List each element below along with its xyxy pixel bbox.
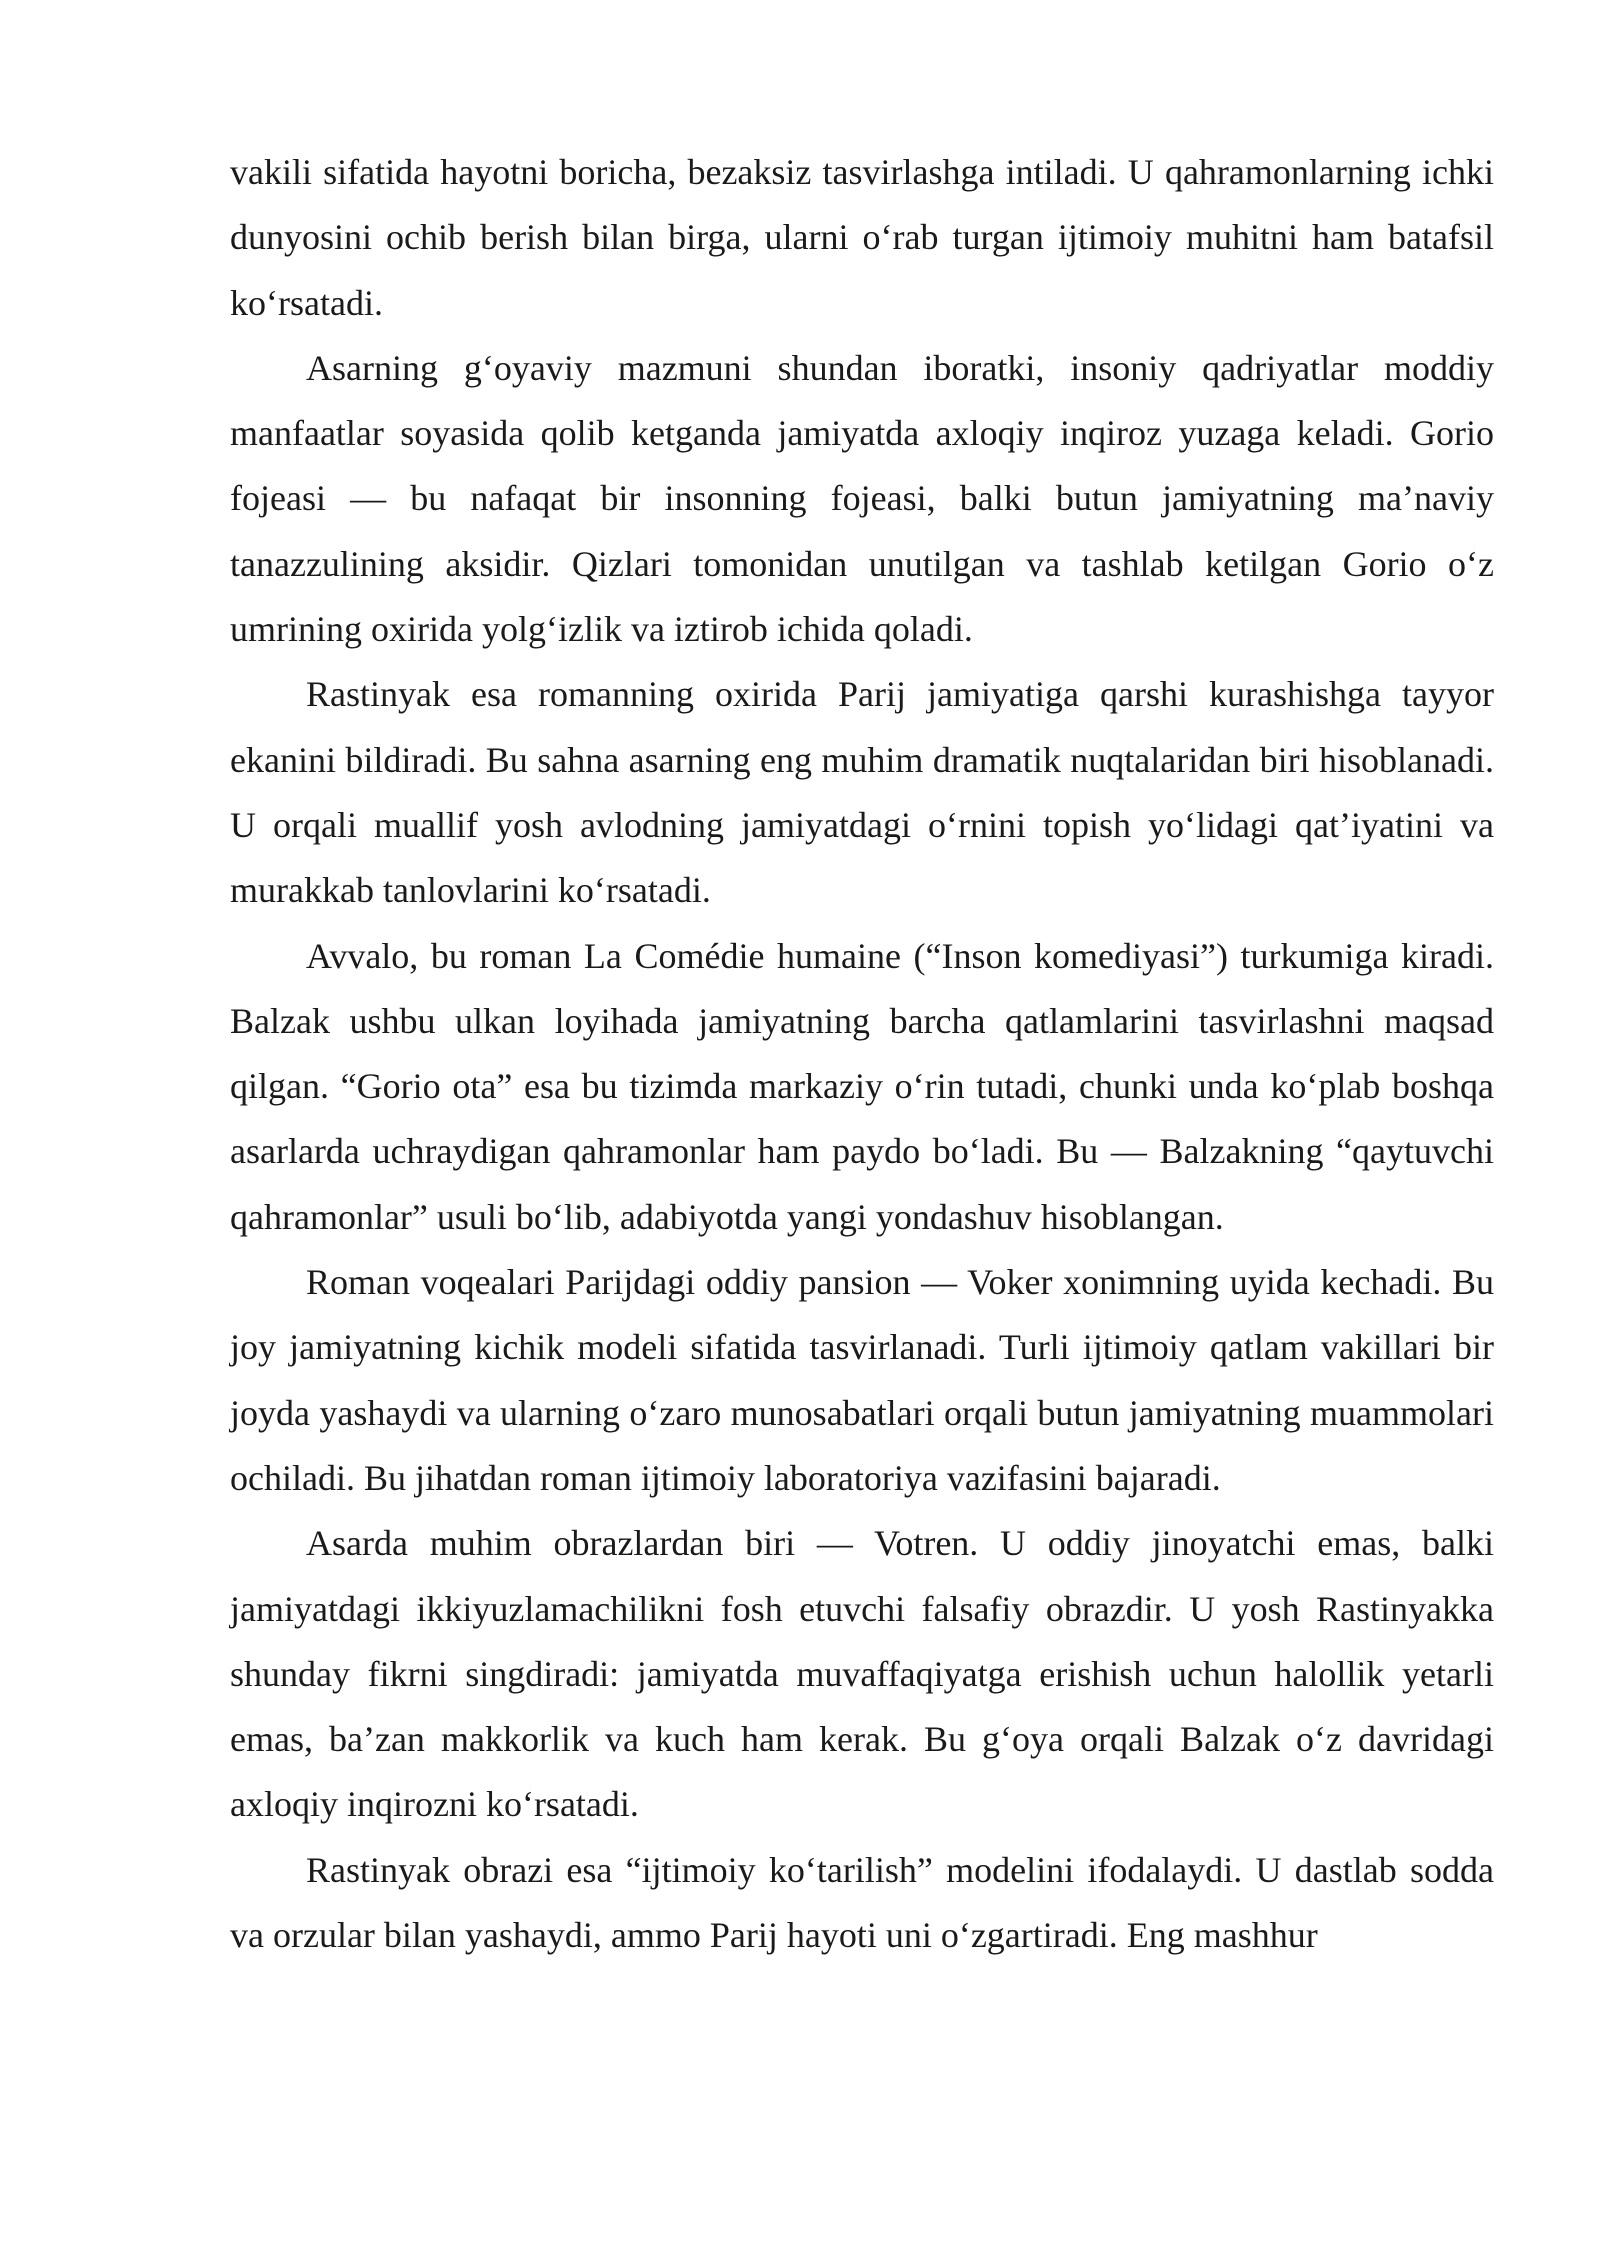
paragraph-comedie-humaine: Avvalo, bu roman La Comédie humaine (“Inson komediyasi”) turkumiga kiradi. Balzak ushbu ulkan loyihada jamiyatning barcha qatlamlarini tasvirlashni maqsad qilgan. “Gorio ota” esa bu tizimda markaziy o‘rin tutadi, chunki unda ko‘plab boshqa asarlarda uchraydigan qahramonlar ham paydo bo‘ladi. Bu — Balzakning “qaytuvchi qahramonlar” usuli bo‘lib, adabiyotda yangi yondashuv hisoblangan. [230,935,1494,1237]
paragraph-vautrin: Asarda muhim obrazlardan biri — Votren. U oddiy jinoyatchi emas, balki jamiyatdagi ikkiyuzlamachilikni fosh etuvchi falsafiy obrazdir. U yosh Rastinyakka shunday fikrni singdiradi: jamiyatda muvaffaqiyatga erishish uchun halollik yetarli emas, ba’zan makkorlik va kuch ham kerak. Bu g‘oya orqali Balzak o‘z davridagi axloqiy inqirozni ko‘rsatadi. [230,1523,1494,1825]
paragraph-rastignac-ending: Rastinyak esa romanning oxirida Parij jamiyatiga qarshi kurashishga tayyor ekanini bildiradi. Bu sahna asarning eng muhim dramatik nuqtalaridan biri hisoblanadi. U orqali muallif yosh avlodning jamiyatdagi o‘rnini topish yo‘lidagi qat’iyatini va murakkab tanlovlarini ko‘rsatadi. [230,674,1494,911]
paragraph-continued: vakili sifatida hayotni boricha, bezaksiz tasvirlashga intiladi. U qahramonlarning ichki dunyosini ochib berish bilan birga, ularni o‘rab turgan ijtimoiy muhitni ham batafsil ko‘rsatadi. [230,152,1494,323]
paragraph-rastignac-image: Rastinyak obrazi esa “ijtimoiy ko‘tarilish” modelini ifodalaydi. U dastlab sodda va orzular bilan yashaydi, ammo Parij hayoti uni o‘zgartiradi. Eng mashhur [230,1849,1494,1956]
paragraph-ideological-content: Asarning g‘oyaviy mazmuni shundan iboratki, insoniy qadriyatlar moddiy manfaatlar soyasida qolib ketganda jamiyatda axloqiy inqiroz yuzaga keladi. Gorio fojeasi — bu nafaqat bir insonning fojeasi, balki butun jamiyatning ma’naviy tanazzulining aksidir. Qizlari tomonidan unutilgan va tashlab ketilgan Gorio o‘z umrining oxirida yolg‘izlik va iztirob ichida qoladi. [230,347,1494,650]
paragraph-vauquer-pension: Roman voqealari Parijdagi oddiy pansion — Voker xonimning uyida kechadi. Bu joy jamiyatning kichik modeli sifatida tasvirlanadi. Turli ijtimoiy qatlam vakillari bir joyda yashaydi va ularning o‘zaro munosabatlari orqali butun jamiyatning muammolari ochiladi. Bu jihatdan roman ijtimoiy laboratoriya vazifasini bajaradi. [230,1262,1494,1498]
document-page [230,140,1494,1968]
